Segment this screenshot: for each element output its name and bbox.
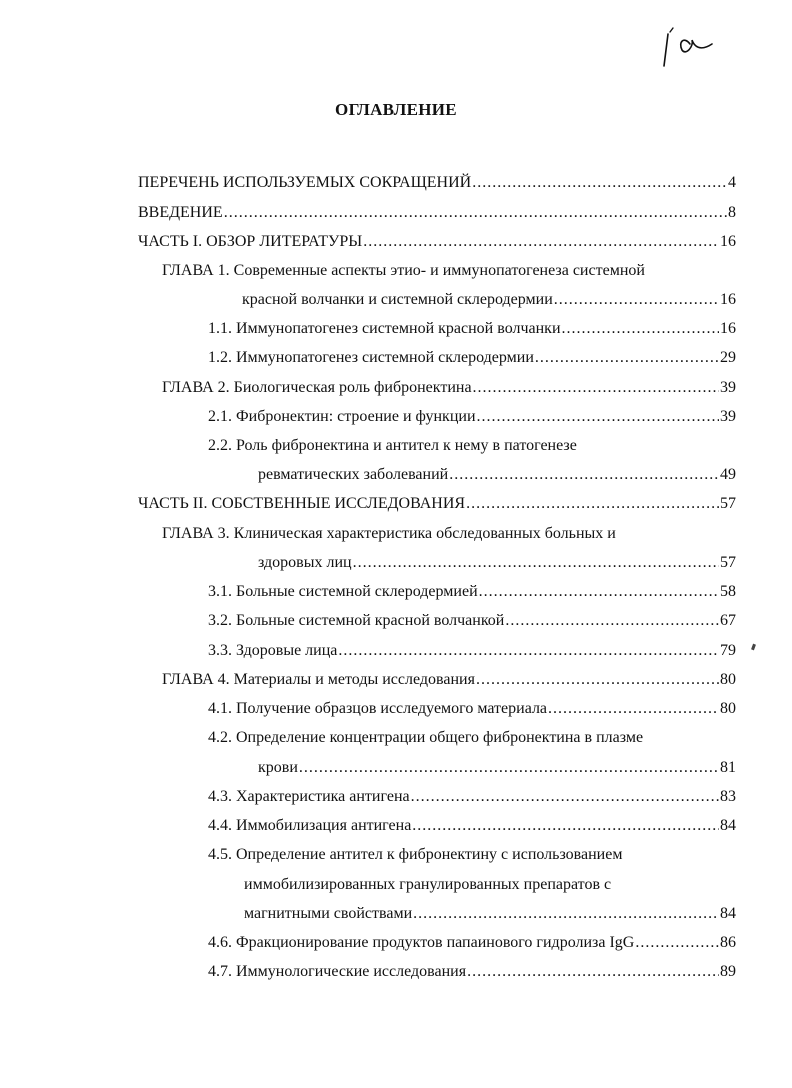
toc-entry-label: ГЛАВА 4. Материалы и методы исследования [162,671,475,688]
toc-entry[interactable] [162,669,736,691]
dot-leader [363,231,719,253]
toc-entry-label: 2.2. Роль фибронектина и антител к нему в патогенезе [208,437,577,454]
toc-entry[interactable] [244,903,736,925]
dot-leader [467,961,719,983]
toc-entry-label: магнитными свойствами [244,905,413,922]
toc-entry-label: ЧАСТЬ II. СОБСТВЕННЫЕ ИССЛЕДОВАНИЯ [138,495,466,512]
dot-leader [472,172,727,194]
toc-page-number: 86 [720,934,736,951]
toc-entry[interactable] [138,231,736,253]
toc-title: ОГЛАВЛЕНИЕ [335,100,457,119]
toc-page-number: 84 [720,817,736,834]
dot-leader [412,815,719,837]
toc-page-number: 8 [728,204,736,221]
toc-page-number: 67 [720,612,736,629]
dot-leader [224,202,727,224]
toc-entry-label: 3.1. Больные системной склеродермией [208,583,478,600]
dot-leader [411,786,719,808]
toc-entry[interactable] [138,172,736,194]
toc-entry[interactable] [138,493,736,515]
dot-leader [413,903,719,925]
toc-page-number: 83 [720,788,736,805]
dot-leader [299,757,719,779]
dot-leader [479,581,719,603]
toc-entry[interactable] [208,844,736,866]
toc-entry[interactable] [208,815,736,837]
handwritten-page-number [660,22,722,70]
toc-entry[interactable] [162,260,736,282]
dot-leader [449,464,719,486]
dot-leader [562,318,719,340]
toc-page-number: 29 [720,349,736,366]
toc-page-number: 89 [720,963,736,980]
toc-page-number: 16 [720,233,736,250]
toc-entry-label: ЧАСТЬ I. ОБЗОР ЛИТЕРАТУРЫ [138,233,363,250]
toc-entry[interactable] [138,202,736,224]
toc-entry-label: 4.2. Определение концентрации общего фибронектина в плазме [208,729,644,746]
dot-leader [548,698,719,720]
toc-page-number: 16 [720,291,736,308]
scan-speck [751,644,756,651]
toc-entry[interactable] [258,552,736,574]
toc-page-number: 49 [720,466,736,483]
toc-page-number: 58 [720,583,736,600]
toc-entry-label: 3.2. Больные системной красной волчанкой [208,612,505,629]
toc-entry-label: 4.5. Определение антител к фибронектину с использованием [208,846,623,863]
toc-page-number: 80 [720,700,736,717]
toc-page-number: 4 [728,174,736,191]
toc-entry-label: ГЛАВА 3. Клиническая характеристика обследованных больных и [162,525,616,542]
toc-entry-label: ревматических заболеваний [258,466,449,483]
toc-page-number: 16 [720,320,736,337]
toc-entry-label: ГЛАВА 1. Современные аспекты этио- и иммунопатогенеза системной [162,262,645,279]
toc-entry[interactable] [208,961,736,983]
dot-leader [353,552,719,574]
toc-entry-label: 4.3. Характеристика антигена [208,788,410,805]
toc-entry-label: иммобилизированных гранулированных препаратов с [244,876,612,893]
dot-leader [477,406,720,428]
toc-entry-label: 4.7. Иммунологические исследования [208,963,467,980]
toc-entry-label: 3.3. Здоровые лица [208,642,338,659]
toc-page-number: 57 [720,495,736,512]
toc-entry[interactable] [208,347,736,369]
toc-entry[interactable] [162,523,736,545]
toc-entry[interactable] [208,640,736,662]
toc-page-number: 39 [720,379,736,396]
toc-entry[interactable] [208,406,736,428]
toc-entry-label: ГЛАВА 2. Биологическая роль фибронектина [162,379,472,396]
toc-page-number: 79 [720,642,736,659]
toc-entry-label: здоровых лиц [258,554,352,571]
dot-leader [635,932,719,954]
toc-entry-label: 1.2. Иммунопатогенез системной склеродермии [208,349,534,366]
toc-entry-label: ПЕРЕЧЕНЬ ИСПОЛЬЗУЕМЫХ СОКРАЩЕНИЙ [138,174,472,191]
toc-entry-label: 1.1. Иммунопатогенез системной красной волчанки [208,320,561,337]
toc-entry[interactable] [208,698,736,720]
toc-entry[interactable] [208,786,736,808]
toc-entry[interactable] [244,874,736,896]
toc-entry-label: ВВЕДЕНИЕ [138,204,223,221]
toc-entry-label: крови [258,759,298,776]
toc-entry-label: 4.6. Фракционирование продуктов папаинового гидролиза IgG [208,934,635,951]
toc-entry-label: 4.1. Получение образцов исследуемого материала [208,700,548,717]
toc-entry[interactable] [208,932,736,954]
dot-leader [338,640,719,662]
dot-leader [466,493,719,515]
toc-entry[interactable] [162,377,736,399]
toc-entry[interactable] [208,318,736,340]
toc-page-number: 57 [720,554,736,571]
toc-entry[interactable] [208,727,736,749]
toc-entry[interactable] [242,289,736,311]
toc-entry[interactable] [208,435,736,457]
toc-entry-label: красной волчанки и системной склеродермии [242,291,553,308]
toc-entry[interactable] [258,464,736,486]
toc-entry-label: 2.1. Фибронектин: строение и функции [208,408,476,425]
dot-leader [535,347,719,369]
toc-entry-label: 4.4. Иммобилизация антигена [208,817,412,834]
toc-page-number: 81 [720,759,736,776]
dot-leader [554,289,719,311]
toc-entry[interactable] [208,610,736,632]
dot-leader [473,377,719,399]
toc-page-number: 80 [720,671,736,688]
toc-page-number: 39 [720,408,736,425]
toc-entry[interactable] [258,757,736,779]
toc-entry[interactable] [208,581,736,603]
dot-leader [505,610,719,632]
dot-leader [476,669,719,691]
toc-page-number: 84 [720,905,736,922]
